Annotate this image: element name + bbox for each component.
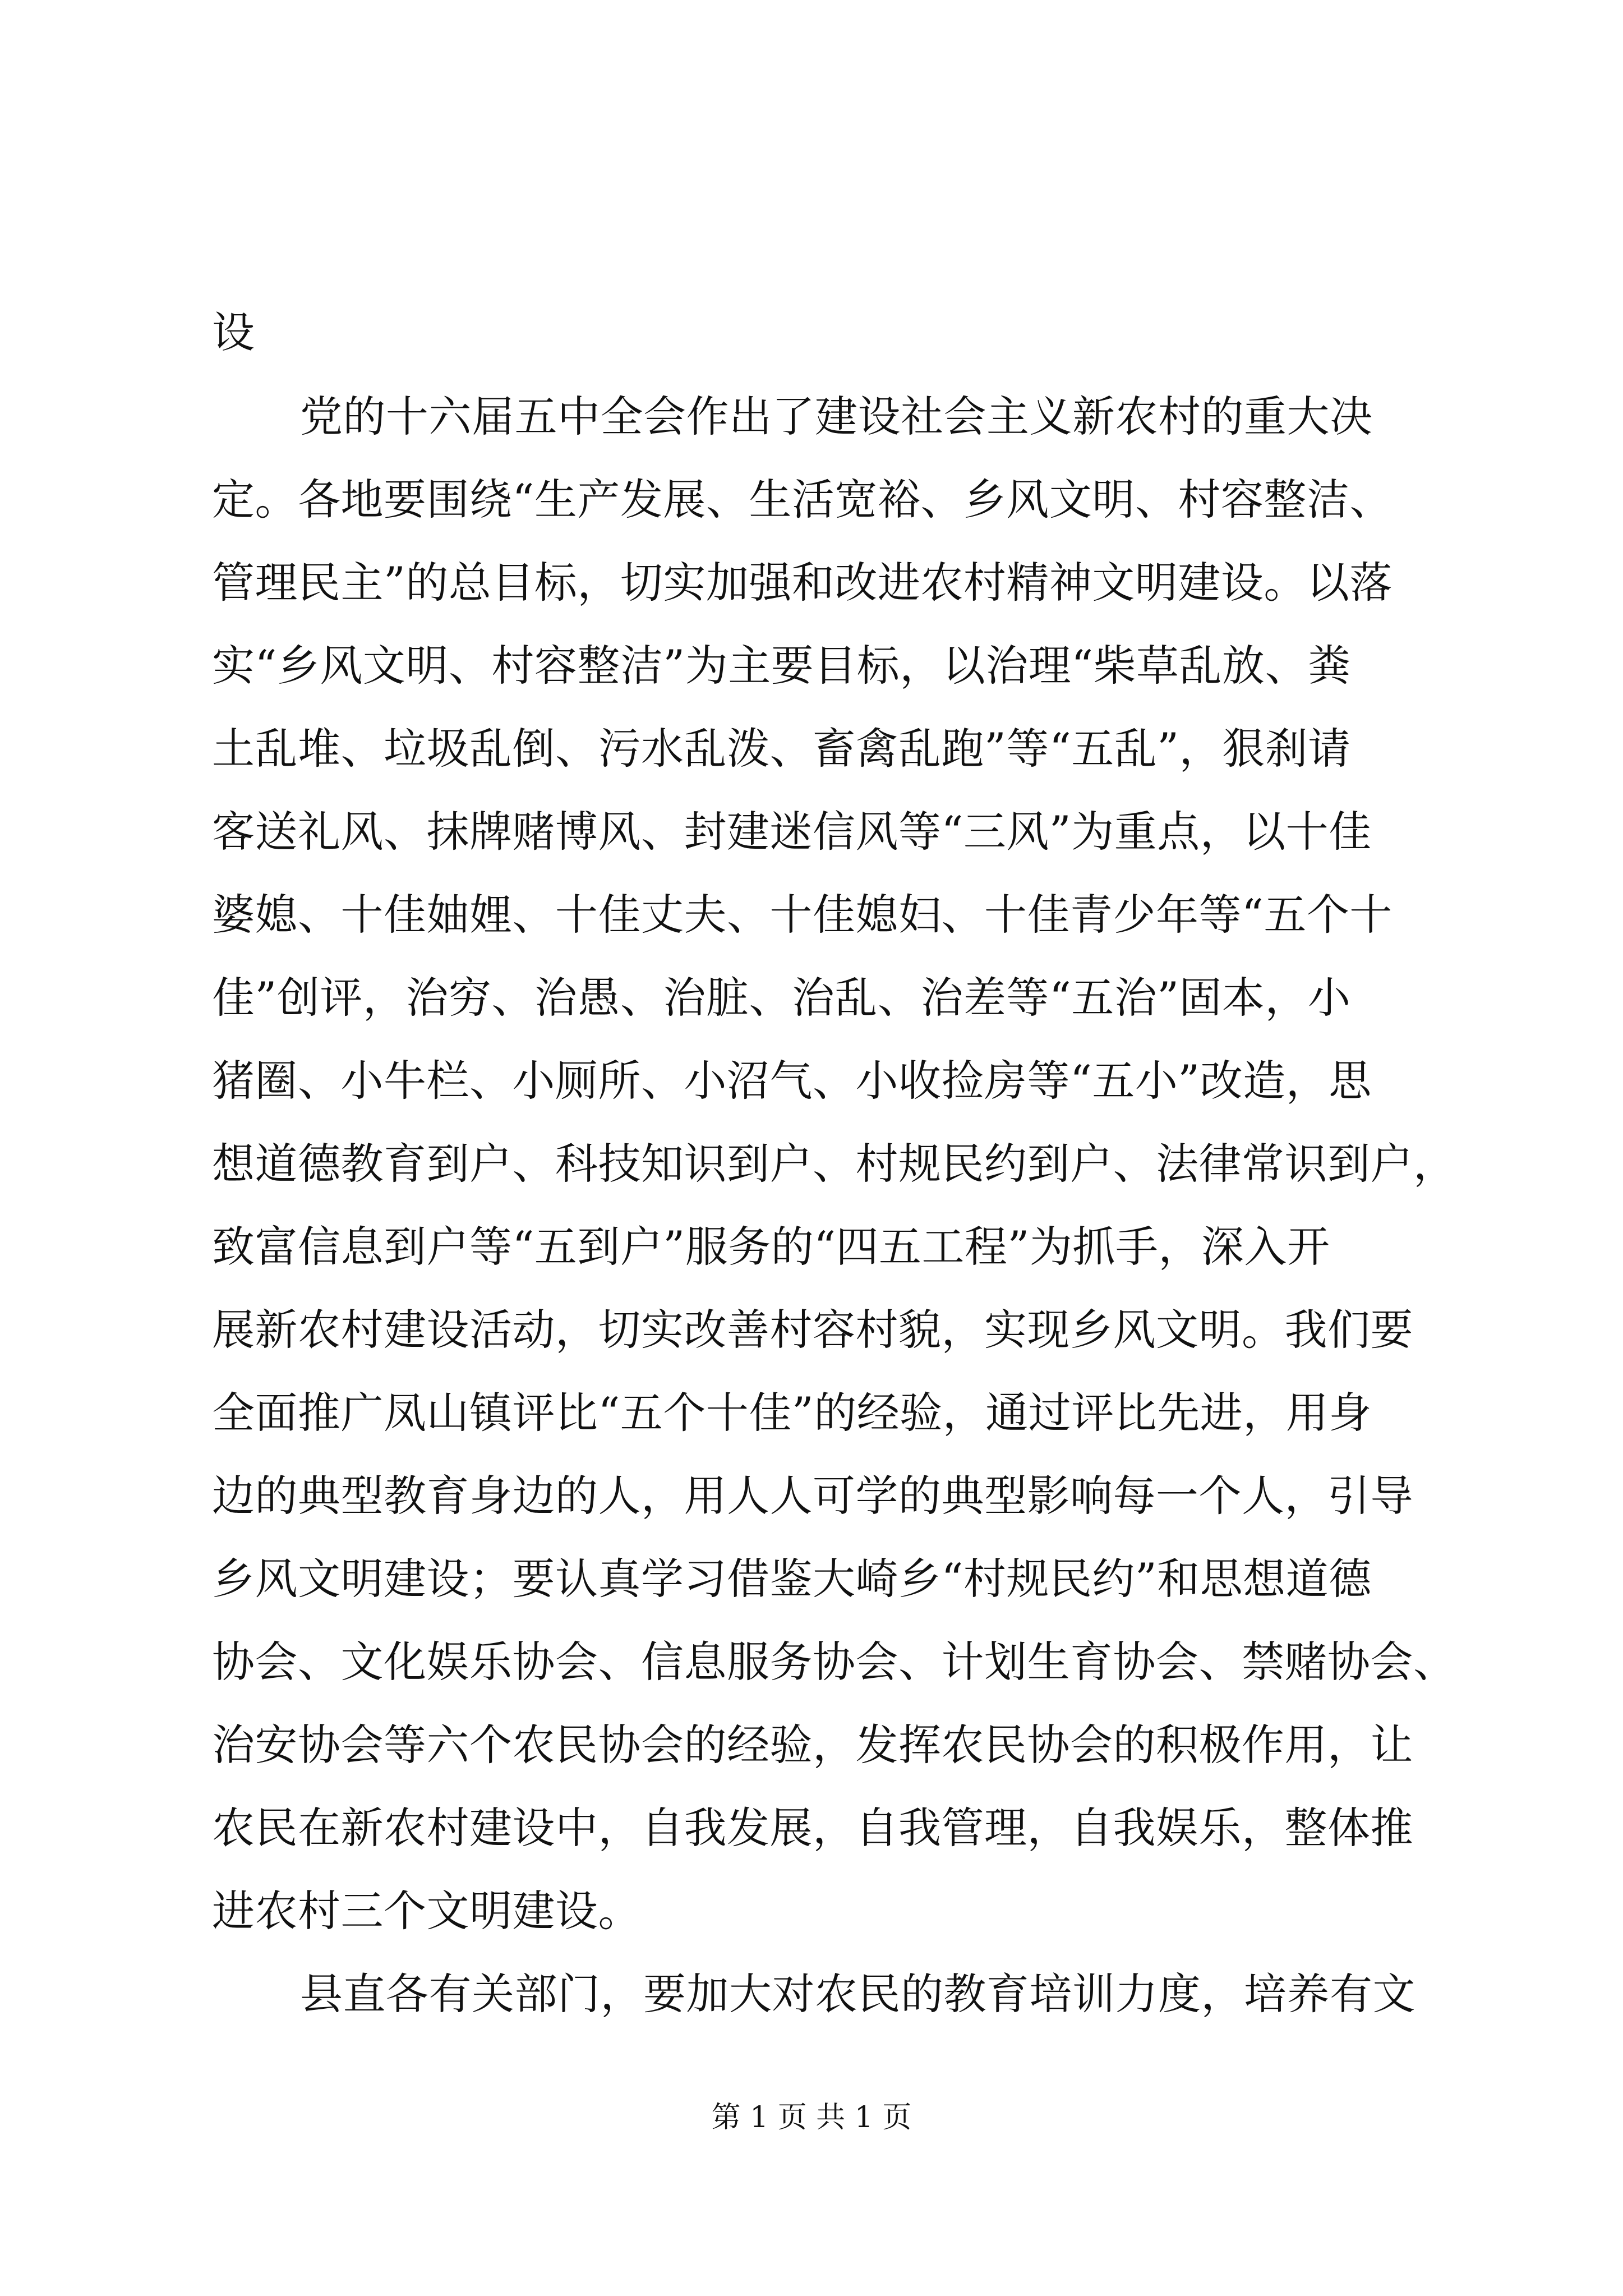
page-footer: 第 1 页 共 1 页 [711, 2101, 912, 2134]
paragraph-1-line-4: 实“乡风文明、村容整洁”为主要目标，以治理“柴草乱放、粪 [212, 641, 1351, 691]
paragraph-1-line-14: 边的典型教育身边的人，用人人可学的典型影响每一个人，引导 [212, 1471, 1413, 1521]
paragraph-1-line-16: 协会、文化娱乐协会、信息服务协会、计划生育协会、禁赌协会、 [212, 1637, 1456, 1687]
paragraph-2-line-1: 县直各有关部门，要加大对农民的教育培训力度，培养有文 [300, 1969, 1415, 2019]
paragraph-1-line-9: 猪圈、小牛栏、小厕所、小沼气、小收捡房等“五小”改造，思 [212, 1056, 1372, 1106]
paragraph-1-line-3: 管理民主”的总目标，切实加强和改进农村精神文明建设。以落 [212, 558, 1393, 608]
paragraph-1-line-10: 想道德教育到户、科技知识到户、村规民约到户、法律常识到户， [212, 1139, 1456, 1189]
paragraph-1-line-7: 婆媳、十佳妯娌、十佳丈夫、十佳媳妇、十佳青少年等“五个十 [212, 890, 1393, 940]
paragraph-1-line-5: 土乱堆、垃圾乱倒、污水乱泼、畜禽乱跑”等“五乱”，狠刹请 [212, 724, 1351, 774]
paragraph-1-line-18: 农民在新农村建设中，自我发展，自我管理，自我娱乐，整体推 [212, 1803, 1413, 1853]
paragraph-1-line-12: 展新农村建设活动，切实改善村容村貌，实现乡风文明。我们要 [212, 1305, 1413, 1355]
paragraph-1-line-13: 全面推广凤山镇评比“五个十佳”的经验，通过评比先进，用身 [212, 1388, 1372, 1438]
paragraph-1-line-1: 党的十六届五中全会作出了建设社会主义新农村的重大决 [300, 392, 1373, 441]
paragraph-1-line-15: 乡风文明建设；要认真学习借鉴大崎乡“村规民约”和思想道德 [212, 1554, 1372, 1604]
body-line-1: 设 [212, 307, 255, 357]
paragraph-1-line-8: 佳”创评，治穷、治愚、治脏、治乱、治差等“五治”固本，小 [212, 973, 1351, 1023]
paragraph-1-line-17: 治安协会等六个农民协会的经验，发挥农民协会的积极作用，让 [212, 1720, 1413, 1770]
paragraph-1-line-2: 定。各地要围绕“生产发展、生活宽裕、乡风文明、村容整洁、 [212, 475, 1393, 524]
paragraph-1-line-19: 进农村三个文明建设。 [212, 1886, 641, 1936]
paragraph-1-line-11: 致富信息到户等“五到户”服务的“四五工程”为抓手，深入开 [212, 1222, 1330, 1272]
paragraph-1-line-6: 客送礼风、抹牌赌博风、封建迷信风等“三风”为重点，以十佳 [212, 807, 1372, 857]
